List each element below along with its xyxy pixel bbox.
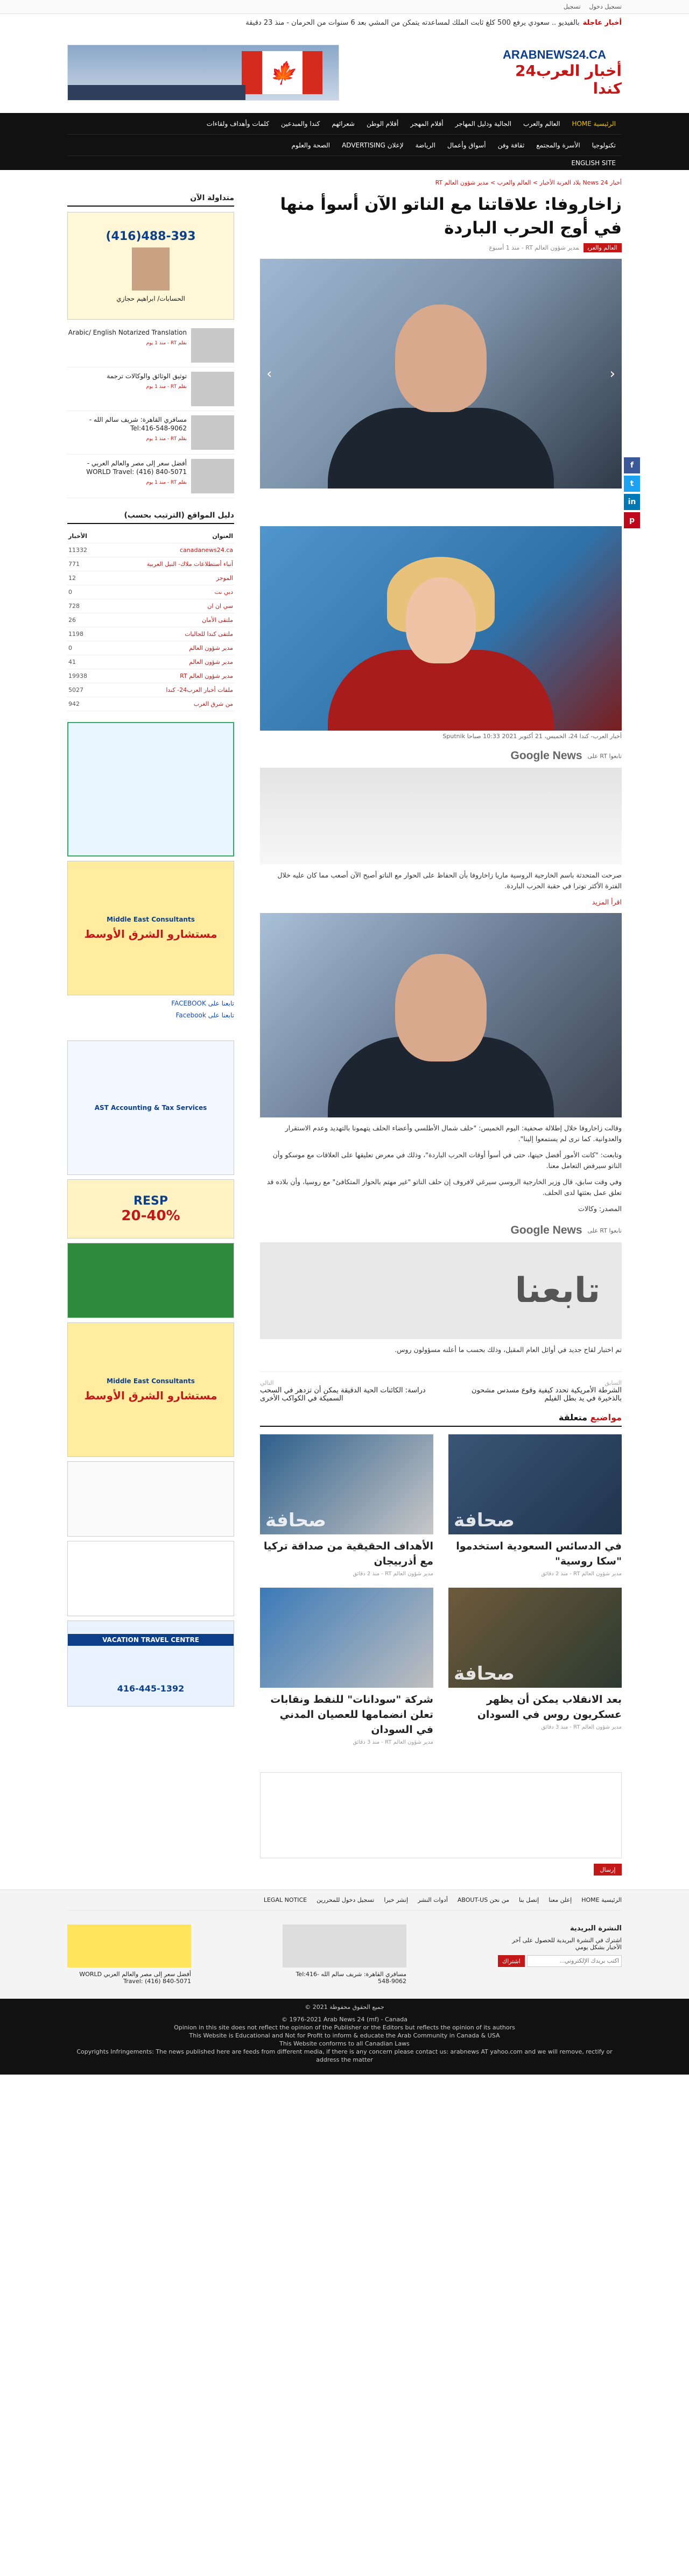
ad-resp-discount: 20-40%	[121, 1207, 180, 1224]
article-content	[260, 188, 636, 1876]
gn-follow-text-2: تابعوا RT على	[587, 1227, 622, 1234]
nav-item[interactable]: شعرائهم	[332, 120, 355, 128]
nav-item[interactable]: أسواق وأعمال	[447, 141, 486, 149]
guide-site-link[interactable]: canadanews24.ca	[100, 543, 234, 557]
sidebar-ad-mec-2[interactable]	[67, 1322, 234, 1457]
guide-row	[67, 599, 234, 613]
footer-nav-item[interactable]: من نحن ABOUT-US	[457, 1896, 509, 1903]
footer-nav-item[interactable]: إنشر خبرا	[384, 1896, 409, 1903]
guide-count: 5027	[67, 683, 100, 697]
article-image-lavrov	[260, 913, 622, 1117]
trending-meta: بقلم RT - منذ 1 يوم	[146, 384, 187, 390]
guide-count: 11332	[67, 543, 100, 557]
sidebar	[67, 188, 234, 1876]
related-meta: مدير شؤون العالم RT - منذ 2 دقائق	[541, 1571, 622, 1577]
facebook-follow[interactable]: تابعنا على FACEBOOK	[171, 1000, 234, 1007]
trending-text	[107, 372, 187, 406]
trending-text	[67, 415, 187, 450]
trending-list	[67, 324, 234, 498]
nav-item[interactable]: الرياضة	[415, 141, 435, 149]
article-image-zakharova	[260, 526, 622, 731]
guide-site-link[interactable]: ملتقى كندا للجاليات	[100, 627, 234, 641]
guide-row	[67, 669, 234, 683]
pinterest-share-icon[interactable]: p	[624, 512, 640, 528]
read-also[interactable]: اقرأ المزيد	[592, 898, 622, 906]
trending-thumb[interactable]	[191, 328, 234, 363]
nav-item[interactable]: الصحة والعلوم	[291, 141, 331, 149]
related-title[interactable]: شركة "سودانات" للنفط ونقابات تعلن انضمامها للعصيان المدني في السودان	[270, 1694, 433, 1736]
trending-title[interactable]: أفضل سعر إلى مصر والعالم العربي - WORLD Travel: (416) 840-5071	[86, 459, 187, 476]
trending-thumb[interactable]	[191, 372, 234, 406]
guide-count: 1198	[67, 627, 100, 641]
nav-row-1	[67, 113, 622, 135]
copy-4: This Website is Educational and Not for Profit to inform & educate the Arab Community in Canada & USA	[189, 2032, 500, 2039]
related-card[interactable]	[260, 1434, 433, 1577]
trending-item[interactable]	[67, 324, 234, 367]
footer-nav-item[interactable]: إتصل بنا	[519, 1896, 539, 1903]
source-line: المصدر: وكالات	[578, 1205, 622, 1213]
nav-item[interactable]: أقلام المهجر	[410, 120, 444, 128]
newsletter-widget	[498, 1924, 622, 1985]
related-card[interactable]	[448, 1588, 622, 1745]
ad-vac-title: VACATION TRAVEL CENTRE	[68, 1634, 234, 1646]
linkedin-share-icon[interactable]: in	[624, 494, 640, 510]
canada-flag: 🍁	[242, 51, 322, 94]
guide-count: 26	[67, 613, 100, 627]
sidebar-ad-resp[interactable]	[67, 1179, 234, 1239]
guide-count: 41	[67, 655, 100, 669]
related-image-label: صحافة	[454, 1510, 515, 1531]
related-image-label: صحافة	[265, 1510, 327, 1531]
guide-site-link[interactable]: ملفات أخبار العرب24- كندا	[100, 683, 234, 697]
related-meta: مدير شؤون العالم RT - منذ 2 دقائق	[353, 1571, 433, 1577]
footer-nav-item[interactable]: أدوات النشر	[418, 1896, 448, 1903]
ad-mec2-arabic: مستشارو الشرق الأوسط	[84, 1389, 217, 1402]
image-caption: أخبار العرب- كندا 24، الخميس، 21 أكتوبر 2021 10:33 صباحا Sputnik	[442, 733, 622, 740]
related-title[interactable]: في الدسائس السعودية استخدموا "سكا روسية"	[456, 1540, 622, 1567]
guide-col-title: العنوان	[100, 529, 234, 543]
comment-submit-button[interactable]: إرسال	[594, 1864, 622, 1876]
slider-next-icon[interactable]: ›	[266, 365, 272, 382]
slider-prev-icon[interactable]: ‹	[609, 365, 615, 382]
copy-5: This Website conforms to all Canadian Laws	[279, 2040, 410, 2047]
trending-item[interactable]	[67, 367, 234, 411]
guide-site-link[interactable]: من شرق الغرب	[100, 697, 234, 711]
related-card[interactable]	[260, 1588, 433, 1745]
guide-count: 728	[67, 599, 100, 613]
related-image-label: صحافة	[454, 1663, 515, 1685]
newsletter-email-input[interactable]	[527, 1955, 622, 1967]
guide-site-link[interactable]: مدير شؤون العالم	[100, 641, 234, 655]
google-news-follow-2[interactable]	[260, 1224, 622, 1237]
guide-row	[67, 543, 234, 557]
sidebar-ad-doctor[interactable]	[67, 1541, 234, 1616]
header-banner-ad[interactable]	[67, 45, 339, 101]
related-image[interactable]	[448, 1588, 622, 1688]
ad-vac-phone: 416-445-1392	[117, 1683, 185, 1694]
featured-image-slider[interactable]	[260, 259, 622, 489]
sidebar-ad-mec[interactable]	[67, 861, 234, 995]
guide-site-link[interactable]: أنباء أستطلاعات ملاك- النيل العربية	[100, 557, 234, 571]
ad-mec-arabic: مستشارو الشرق الأوسط	[84, 928, 217, 940]
related-title[interactable]: الأهداف الحقيقية من صداقة تركيا مع أذربيجان	[263, 1540, 433, 1567]
copy-1: © 2021 جميع الحقوق محفوظة	[305, 2004, 384, 2011]
paragraph-2: وقالت زاخاروفا خلال إطلالة صحفية: اليوم الخميس: "حلف شمال الأطلسي وأعضاء الحلف يتهمونا بالتهديد وعدم الاستقرار والعدوانية. كما نرى لم يستمعوا إلينا".	[285, 1124, 622, 1143]
related-title-1: مواضيع	[590, 1412, 622, 1423]
related-grid	[260, 1434, 622, 1745]
article-date: منذ 1 أسبوع	[489, 244, 520, 251]
trending-item[interactable]	[67, 411, 234, 455]
nav-item[interactable]: أقلام الوطن	[366, 120, 399, 128]
ad-resp-title: RESP	[133, 1194, 168, 1208]
trending-meta: بقلم RT - منذ 1 يوم	[146, 341, 187, 346]
sidebar-ad-ast[interactable]	[67, 1041, 234, 1175]
ad-mec2-title: Middle East Consultants	[107, 1377, 195, 1385]
gn-follow-text: تابعوا RT على	[587, 752, 622, 760]
footer-nav-item[interactable]: LEGAL NOTICE	[263, 1896, 307, 1903]
guide-row	[67, 627, 234, 641]
google-news-logo: Google News	[510, 749, 582, 762]
article-title: زاخاروفا: علاقاتنا مع الناتو الآن أسوأ منها في أوج الحرب الباردة	[280, 195, 622, 238]
related-title[interactable]: بعد الانقلاب يمكن أن يظهر عسكريون روس في السودان	[477, 1694, 622, 1721]
guide-count: 0	[67, 641, 100, 655]
footer-nav-item[interactable]: تسجيل دخول للمحررين	[317, 1896, 375, 1903]
footer-ad-world[interactable]	[67, 1924, 191, 1985]
ticker-text[interactable]: بالفيديو .. سعودي يرفع 500 كلغ ثابت الملك لمساعدته يتمكن من المشي بعد 6 سنوات من الحرمان - منذ 23 دقيقة	[245, 19, 580, 27]
guide-site-link[interactable]: مدير شؤون العالم RT	[100, 669, 234, 683]
related-image[interactable]	[448, 1434, 622, 1534]
nav-row-2	[67, 135, 622, 156]
footer-nav-item[interactable]: إعلن معنا	[549, 1896, 572, 1903]
comment-textarea[interactable]	[260, 1772, 622, 1858]
footer-nav	[67, 1890, 622, 1910]
trending-title[interactable]: Arabic/ English Notarized Translation	[68, 329, 187, 336]
footer-widgets	[67, 1910, 622, 1999]
site-guide-table	[67, 529, 234, 711]
article-meta: العالم والعربمدير شؤون العالم RT - منذ 1 أسبوع	[260, 244, 622, 251]
guide-site-link[interactable]: سي ان ان	[100, 599, 234, 613]
guide-row	[67, 557, 234, 571]
nav-item[interactable]: كلمات وأهداف ولقاءات	[206, 120, 269, 128]
paragraph-4: وفي وقت سابق، قال وزير الخارجية الروسي سيرغي لافروف إن حلف الناتو "غير مهتم بالحوار المتكافئ" مع روسيا، وأن بلاده قد تعلق عمل بعثتها لدى الحلف.	[266, 1178, 622, 1197]
guide-row	[67, 683, 234, 697]
category-badge[interactable]: العالم والعرب	[583, 243, 622, 252]
guide-count: 19938	[67, 669, 100, 683]
related-title	[260, 1412, 622, 1427]
trending-text	[67, 459, 187, 493]
prev-label: السابق	[604, 1379, 622, 1386]
copy-3: Opinion in this site does not reflect the opinion of the Publisher or the Editors but reflects the opinion of its authors	[174, 2024, 515, 2031]
nav-item[interactable]: ENGLISH SITE	[571, 159, 616, 167]
nav-row-3	[67, 156, 622, 170]
next-title: دراسة: الكائنات الحية الدقيقة يمكن أن تزدهر في السحب السميكة في الكواكب الأخرى	[260, 1386, 426, 1403]
related-meta: مدير شؤون العالم RT - منذ 3 دقائق	[541, 1724, 622, 1730]
guide-count: 12	[67, 571, 100, 585]
guide-count: 942	[67, 697, 100, 711]
nav-item[interactable]: الرئيسية HOME	[572, 120, 616, 128]
ad1-name: الحسابات/ ابراهيم حجازي	[116, 294, 185, 302]
guide-site-link[interactable]: الموجز	[100, 571, 234, 585]
top-bar	[0, 0, 689, 14]
prev-title: الشرطة الأمريكية تحدد كيفية وقوع مسدس مشحون بالذخيرة في يد بطل الفيلم	[472, 1386, 622, 1403]
guide-row	[67, 697, 234, 711]
next-label: التالي	[260, 1379, 274, 1386]
nav-item[interactable]: ثقافة وفن	[497, 141, 525, 149]
nav-item[interactable]: تكنولوجيا	[592, 141, 616, 149]
footer-ad-world-text: أفضل سعر إلى مصر والعالم العربي WORLD Travel: (416) 840-5071	[79, 1971, 191, 1985]
guide-row	[67, 613, 234, 627]
breaking-news-ticker	[0, 14, 689, 32]
google-news-logo-2: Google News	[510, 1224, 582, 1236]
nav-item[interactable]: العالم والعرب	[523, 120, 560, 128]
footer-nav-item[interactable]: الرئيسية HOME	[581, 1896, 622, 1903]
google-news-follow[interactable]	[260, 749, 622, 762]
nav-item[interactable]: لإعلان ADVERTISING	[342, 141, 404, 149]
ad-ast-title: AST Accounting & Tax Services	[94, 1104, 207, 1112]
logo-arabic: أخبار العرب24 كندا	[515, 62, 622, 97]
sidebar-ad-cairo[interactable]	[67, 1461, 234, 1537]
prev-post[interactable]	[455, 1379, 622, 1403]
guide-row	[67, 571, 234, 585]
sidebar-ad-discount[interactable]	[67, 1243, 234, 1318]
trending-meta: بقلم RT - منذ 1 يوم	[146, 436, 187, 442]
paragraph-5: تم اختبار لقاح جديد في أوائل العام المقبل، وذلك بحسب ما أعلنه مسؤولون روس.	[395, 1346, 622, 1354]
guide-site-link[interactable]: دبي نت	[100, 585, 234, 599]
site-logo[interactable]	[487, 48, 622, 97]
trending-thumb[interactable]	[191, 415, 234, 450]
guide-count: 0	[67, 585, 100, 599]
guide-row	[67, 585, 234, 599]
nav-item[interactable]: الجالية ودليل المهاجر	[455, 120, 512, 128]
guide-col-count: الأخبار	[67, 529, 100, 543]
ad1-photo	[132, 247, 170, 291]
follow-banner[interactable]: تابعنا	[260, 1242, 622, 1339]
copy-2: © 1976-2021 Arab News 24 (mf) - Canada	[282, 2016, 407, 2023]
trending-thumb[interactable]	[191, 459, 234, 493]
trending-meta: بقلم RT - منذ 1 يوم	[146, 480, 187, 485]
related-image[interactable]	[260, 1434, 433, 1534]
guide-count: 771	[67, 557, 100, 571]
site-footer	[0, 1889, 689, 2075]
sidebar-ad-metrolinx[interactable]	[67, 722, 234, 857]
ticker-label: أخبار عاجلة	[582, 19, 622, 27]
guide-site-link[interactable]: مدير شؤون العالم	[100, 655, 234, 669]
trending-title[interactable]: مسافري القاهرة: شريف سالم الله - Tel:416-548-9062	[89, 416, 187, 432]
breadcrumb[interactable]: أخبار News 24 بلاد الغربة الأخبار > العالم والعرب > مدير شؤون العالم RT	[435, 179, 622, 186]
footer-ad-cairo[interactable]	[283, 1924, 406, 1985]
guide-heading: دليل المواقع (الترتيب بحسب)	[67, 506, 234, 524]
guide-site-link[interactable]: ملتقى الأمان	[100, 613, 234, 627]
trending-title[interactable]: توثيق الوثائق والوكالات ترجمة	[107, 372, 187, 380]
related-meta: مدير شؤون العالم RT - منذ 3 دقائق	[353, 1739, 433, 1745]
main-nav	[0, 113, 689, 170]
footer-ad-cairo-text: مسافري القاهرة: شريف سالم الله Tel:416-548-9062	[296, 1971, 406, 1985]
paragraph-3: وتابعت: "كانت الأمور أفضل حينها، حتى في أسوأ أوقات الحرب الباردة"، وذلك في معرض تعليقها على العلاقات مع موسكو وأن الناتو سيرفض التعامل معنا.	[272, 1151, 622, 1170]
ad-mec-title: Middle East Consultants	[107, 916, 195, 923]
copy-6: Copyrights Infringements: The news published here are feeds from different media, if there is any concern please contact us: arabnews AT yahoo.com and we will remove, rectify or address the matter	[76, 2048, 613, 2063]
logo-latin: ARABNEWS24.CA	[503, 48, 606, 61]
subscribe-button[interactable]: اشتراك	[498, 1955, 525, 1967]
related-title-2: متعلقة	[558, 1412, 588, 1423]
sidebar-ad-vacation[interactable]	[67, 1620, 234, 1707]
article-author[interactable]: مدير شؤون العالم RT	[525, 244, 579, 251]
related-card[interactable]	[448, 1434, 622, 1577]
share-bar	[624, 457, 640, 528]
next-post[interactable]	[260, 1379, 426, 1403]
copyright	[0, 1999, 689, 2075]
embedded-box	[260, 768, 622, 865]
register-link[interactable]: تسجيل	[563, 3, 581, 10]
login-link[interactable]: تسجيل دخول	[589, 3, 622, 10]
sidebar-ad-hijazi[interactable]	[67, 212, 234, 320]
trending-item[interactable]	[67, 455, 234, 498]
newsletter-title: النشرة البريدية	[570, 1924, 622, 1933]
facebook-follow-2[interactable]: تابعنا على Facebook	[175, 1011, 234, 1019]
guide-row	[67, 641, 234, 655]
newsletter-text: اشترك في النشرة البريدية للحصول على آخر الأخبار بشكل يومي	[512, 1937, 622, 1951]
guide-row	[67, 655, 234, 669]
trending-text	[68, 328, 187, 363]
site-header	[0, 32, 689, 113]
facebook-share-icon[interactable]: f	[624, 457, 640, 473]
related-image[interactable]	[260, 1588, 433, 1688]
ad1-phone: (416)488-393	[106, 229, 196, 243]
paragraph-1: صرحت المتحدثة باسم الخارجية الروسية ماريا زاخاروفا بأن الحفاظ على الحوار مع الناتو أصبح الآن أصعب مما كان عليه خلال الفترة الأكثر توترا في حقبة الحرب الباردة.	[277, 871, 622, 890]
twitter-share-icon[interactable]: t	[624, 476, 640, 492]
city-skyline	[68, 62, 245, 100]
nav-item[interactable]: الأسرة والمجتمع	[536, 141, 580, 149]
nav-item[interactable]: كندا والمبدعين	[280, 120, 320, 128]
trending-heading: متداولة الآن	[67, 188, 234, 207]
post-navigation	[260, 1371, 622, 1403]
